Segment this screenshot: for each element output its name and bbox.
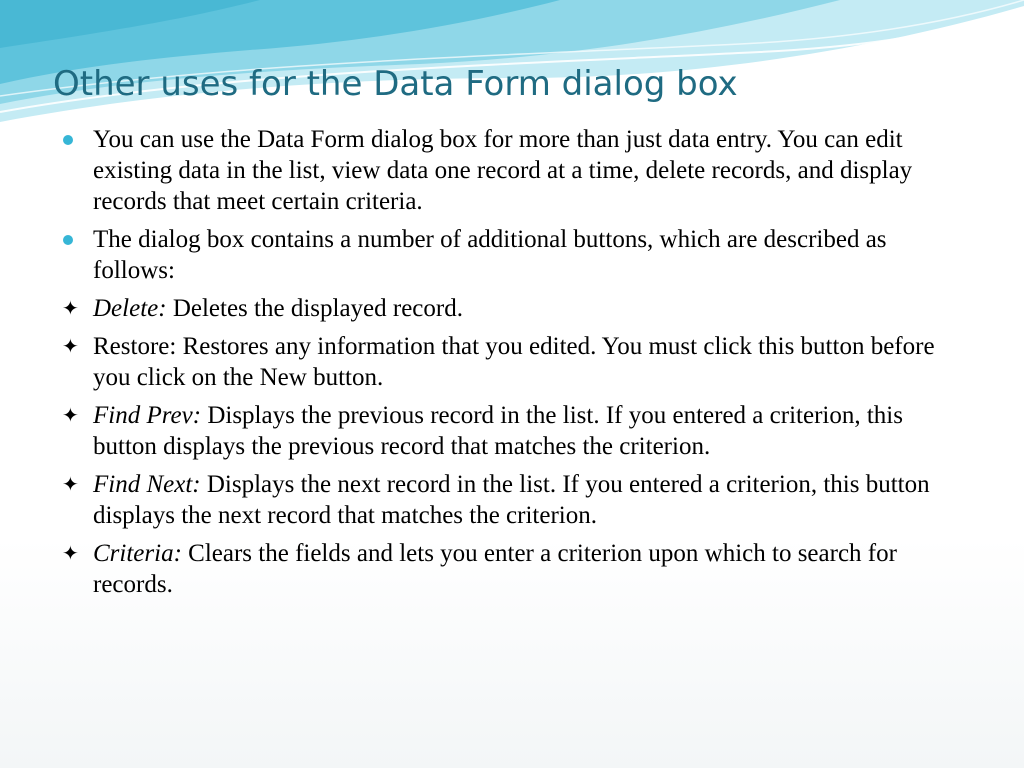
bullet-text: You can use the Data Form dialog box for more than just data entry. You can edit existing data in the list, view data one record at a time, delete records, and display records that meet certain criteria. bbox=[93, 126, 913, 215]
button-term: Find Prev: bbox=[93, 402, 202, 429]
bullet-item bbox=[62, 124, 967, 217]
button-term: Delete: bbox=[93, 295, 167, 322]
button-description: Displays the next record in the list. If you entered a criterion, this button displays the next record that matches the criterion. bbox=[93, 471, 930, 529]
button-description: Restore: Restores any information that you edited. You must click this button before you click on the New button. bbox=[93, 333, 935, 391]
four-point-star-icon: ✦ bbox=[62, 334, 79, 358]
button-term: Criteria: bbox=[93, 540, 182, 567]
button-description-restore bbox=[62, 331, 967, 393]
four-point-star-icon: ✦ bbox=[62, 296, 79, 320]
four-point-star-icon: ✦ bbox=[62, 541, 79, 565]
button-description: Displays the previous record in the list. If you entered a criterion, this button displays the previous record that matches the criterion. bbox=[93, 402, 903, 460]
bullet-text: The dialog box contains a number of additional buttons, which are described as follows: bbox=[93, 226, 887, 284]
button-description: Clears the fields and lets you enter a criterion upon which to search for records. bbox=[93, 540, 897, 598]
four-point-star-icon: ✦ bbox=[62, 403, 79, 427]
button-description-find-prev bbox=[62, 400, 967, 462]
button-term: Find Next: bbox=[93, 471, 201, 498]
four-point-star-icon: ✦ bbox=[62, 472, 79, 496]
round-bullet-icon bbox=[63, 235, 73, 245]
button-description: Deletes the displayed record. bbox=[166, 295, 463, 322]
slide-body bbox=[62, 124, 967, 607]
button-description-find-next bbox=[62, 469, 967, 531]
bullet-item bbox=[62, 224, 967, 286]
round-bullet-icon bbox=[63, 135, 73, 145]
slide-title: Other uses for the Data Form dialog box bbox=[53, 64, 738, 104]
button-description-delete bbox=[62, 293, 967, 324]
button-description-criteria bbox=[62, 538, 967, 600]
